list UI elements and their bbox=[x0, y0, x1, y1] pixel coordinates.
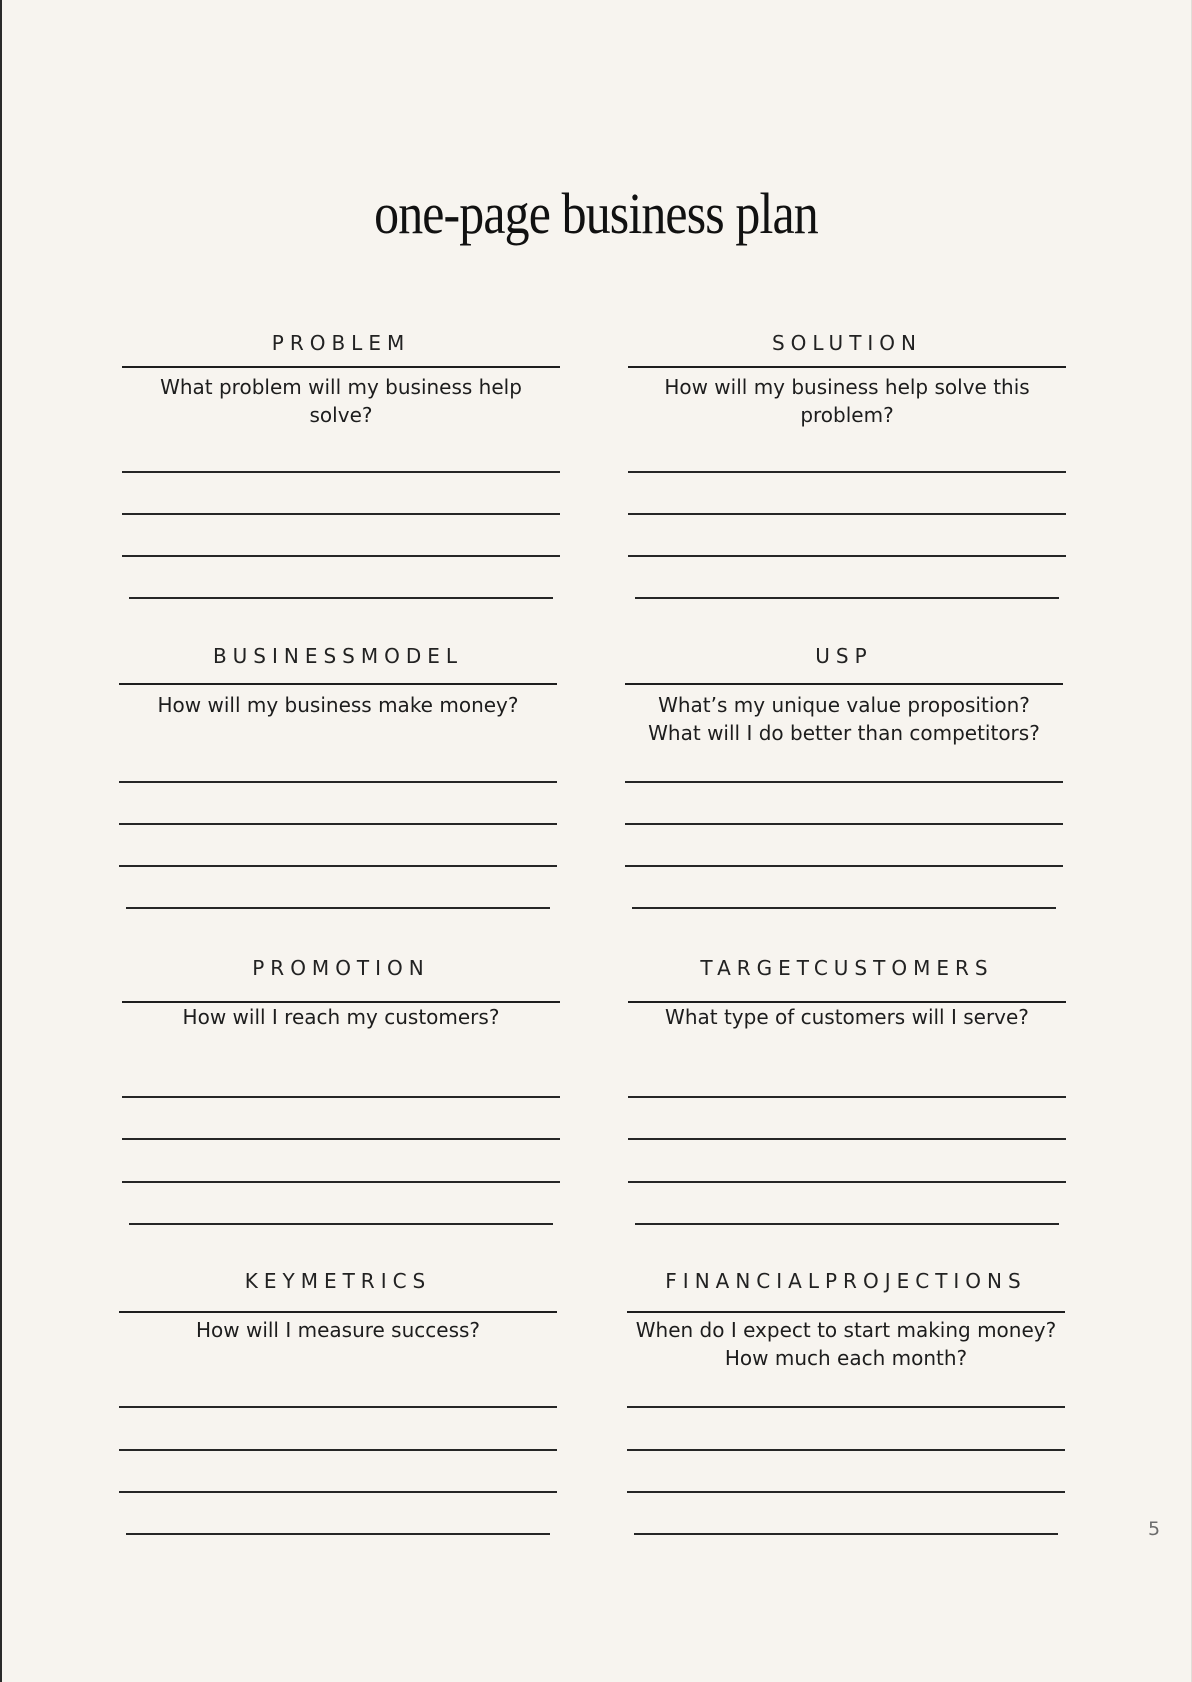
page-number: 5 bbox=[1148, 1518, 1161, 1540]
writing-line[interactable] bbox=[628, 1181, 1066, 1183]
writing-line[interactable] bbox=[627, 1491, 1065, 1493]
section-target-customers bbox=[628, 953, 1066, 1029]
writing-line[interactable] bbox=[627, 1406, 1065, 1408]
prompt-line: How will my business help solve this bbox=[664, 375, 1030, 399]
section-prompt bbox=[119, 1316, 557, 1344]
writing-line[interactable] bbox=[635, 597, 1059, 599]
section-prompt bbox=[122, 373, 560, 429]
prompt-line: When do I expect to start making money? bbox=[635, 1318, 1057, 1342]
prompt-line: What’s my unique value proposition? bbox=[658, 693, 1030, 717]
writing-line[interactable] bbox=[122, 555, 560, 557]
section-promotion bbox=[122, 953, 560, 1029]
heading-rule bbox=[119, 683, 557, 685]
section-prompt bbox=[628, 1003, 1066, 1031]
prompt-line: How will my business make money? bbox=[157, 693, 519, 717]
heading-rule bbox=[628, 366, 1066, 368]
section-heading: FINANCIALPROJECTIONS bbox=[665, 1269, 1027, 1293]
writing-line[interactable] bbox=[628, 555, 1066, 557]
prompt-line: solve? bbox=[309, 403, 373, 427]
writing-line[interactable] bbox=[129, 1223, 553, 1225]
writing-line[interactable] bbox=[625, 823, 1063, 825]
prompt-line: What will I do better than competitors? bbox=[648, 721, 1040, 745]
writing-line[interactable] bbox=[119, 823, 557, 825]
prompt-line: How will I measure success? bbox=[195, 1318, 481, 1342]
writing-line[interactable] bbox=[122, 1096, 560, 1098]
section-problem bbox=[122, 328, 560, 427]
section-heading: TARGETCUSTOMERS bbox=[700, 956, 994, 980]
writing-line[interactable] bbox=[119, 1491, 557, 1493]
writing-line[interactable] bbox=[635, 1223, 1059, 1225]
writing-line[interactable] bbox=[122, 1138, 560, 1140]
section-key-metrics bbox=[119, 1266, 557, 1342]
writing-line[interactable] bbox=[628, 513, 1066, 515]
section-prompt bbox=[122, 1003, 560, 1031]
writing-line[interactable] bbox=[126, 907, 550, 909]
section-heading: KEYMETRICS bbox=[244, 1269, 432, 1293]
section-prompt bbox=[119, 691, 557, 719]
section-solution bbox=[628, 328, 1066, 427]
writing-line[interactable] bbox=[122, 1181, 560, 1183]
writing-line[interactable] bbox=[126, 1533, 550, 1535]
section-heading: PROMOTION bbox=[252, 956, 430, 980]
writing-line[interactable] bbox=[628, 471, 1066, 473]
writing-line[interactable] bbox=[628, 1096, 1066, 1098]
writing-line[interactable] bbox=[628, 1138, 1066, 1140]
section-business-model bbox=[119, 641, 557, 717]
heading-rule bbox=[122, 366, 560, 368]
section-prompt bbox=[627, 1316, 1065, 1372]
heading-rule bbox=[627, 1311, 1065, 1313]
writing-line[interactable] bbox=[119, 865, 557, 867]
section-heading: PROBLEM bbox=[271, 331, 411, 355]
writing-line[interactable] bbox=[625, 781, 1063, 783]
section-usp bbox=[625, 641, 1063, 745]
section-prompt bbox=[625, 691, 1063, 747]
writing-line[interactable] bbox=[122, 471, 560, 473]
page-border bbox=[0, 0, 2, 1682]
writing-line[interactable] bbox=[122, 513, 560, 515]
prompt-line: How much each month? bbox=[724, 1346, 968, 1370]
writing-line[interactable] bbox=[119, 781, 557, 783]
section-heading: BUSINESSMODEL bbox=[212, 644, 464, 668]
writing-line[interactable] bbox=[632, 907, 1056, 909]
section-heading: SOLUTION bbox=[771, 331, 923, 355]
page-title: one-page business plan bbox=[374, 181, 818, 246]
prompt-line: What problem will my business help bbox=[160, 375, 522, 399]
writing-line[interactable] bbox=[119, 1406, 557, 1408]
heading-rule bbox=[625, 683, 1063, 685]
prompt-line: problem? bbox=[800, 403, 894, 427]
prompt-line: What type of customers will I serve? bbox=[665, 1005, 1029, 1029]
writing-line[interactable] bbox=[627, 1449, 1065, 1451]
writing-line[interactable] bbox=[119, 1449, 557, 1451]
heading-rule bbox=[119, 1311, 557, 1313]
writing-line[interactable] bbox=[625, 865, 1063, 867]
section-financial-projections bbox=[627, 1266, 1065, 1370]
section-heading: USP bbox=[815, 644, 873, 668]
writing-line[interactable] bbox=[634, 1533, 1058, 1535]
section-prompt bbox=[628, 373, 1066, 429]
prompt-line: How will I reach my customers? bbox=[182, 1005, 500, 1029]
writing-line[interactable] bbox=[129, 597, 553, 599]
